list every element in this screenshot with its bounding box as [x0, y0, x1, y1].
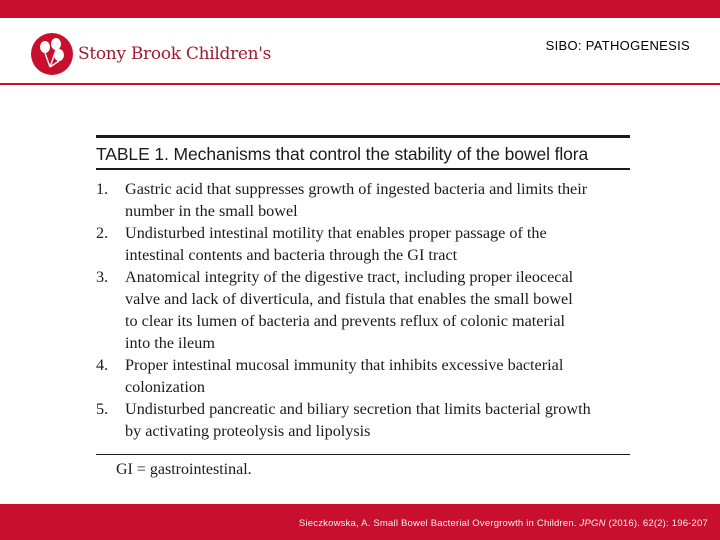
list-item [96, 398, 630, 442]
citation-journal: JPGN [579, 518, 606, 529]
citation [299, 518, 708, 529]
list-item [96, 222, 630, 266]
mechanisms-table [96, 135, 630, 479]
item-text: Proper intestinal mucosal immunity that inhibits excessive bacterial colonization [125, 355, 564, 396]
slide-title: SIBO: PATHOGENESIS [545, 38, 690, 53]
item-number: 2. [96, 223, 109, 242]
item-text: Anatomical integrity of the digestive tract, including proper ileocecal valve and lack of diverticula, and fistula that enables the small bowel to clear its lumen of bacteria and prevents reflux of colonic material into the ileum [125, 267, 574, 352]
table-caption-rule [96, 168, 630, 170]
item-number: 3. [96, 267, 109, 286]
item-text: Undisturbed pancreatic and biliary secretion that limits bacterial growth by activating proteolysis and lipolysis [125, 399, 591, 440]
brand-name: Stony Brook Children's [78, 44, 272, 64]
header-divider [0, 83, 720, 85]
top-accent-bar [0, 0, 720, 18]
stony-brook-logo [30, 32, 272, 78]
slide-header [0, 18, 720, 84]
item-number: 4. [96, 355, 109, 374]
bottom-footer-bar [0, 504, 720, 540]
item-text: Undisturbed intestinal motility that enables proper passage of the intestinal contents and bacteria through the GI tract [125, 223, 547, 264]
list-item [96, 178, 630, 222]
table-caption: TABLE 1. Mechanisms that control the stability of the bowel flora [96, 144, 589, 164]
citation-details: (2016). 62(2): 196-207 [605, 518, 708, 529]
item-text: Gastric acid that suppresses growth of ingested bacteria and limits their number in the small bowel [125, 179, 588, 220]
citation-text: Sieczkowska, A. Small Bowel Bacterial Overgrowth in Children. [298, 518, 580, 529]
table-footnote: GI = gastrointestinal. [116, 461, 252, 478]
list-item [96, 266, 630, 354]
item-number: 1. [96, 179, 109, 198]
list-item [96, 354, 630, 398]
item-number: 5. [96, 399, 109, 418]
balloon-logo-icon [30, 32, 74, 76]
